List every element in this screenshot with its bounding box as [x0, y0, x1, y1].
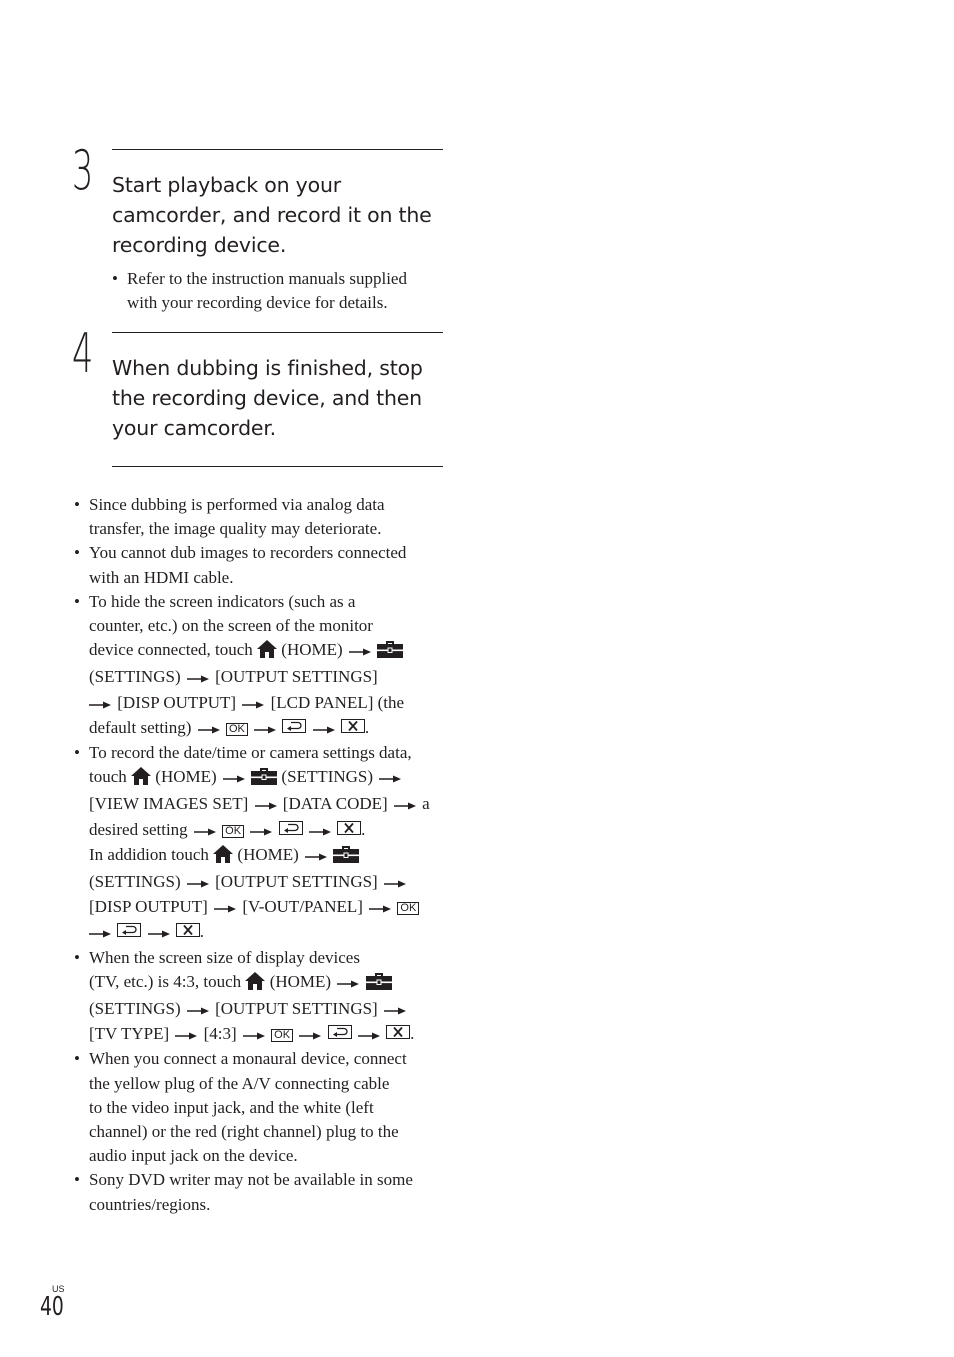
list-item: • Sony DVD writer may not be available in some countries/regions. — [74, 1170, 413, 1214]
arrow-right-icon — [148, 921, 170, 945]
home-icon — [257, 640, 277, 665]
region-code: US — [52, 1284, 65, 1294]
arrow-right-icon — [337, 971, 359, 995]
arrow-right-icon — [255, 793, 277, 817]
arrow-right-icon — [394, 793, 416, 817]
step-3-top-rule — [112, 149, 443, 150]
arrow-right-icon — [214, 896, 236, 920]
return-button-icon — [328, 1025, 352, 1039]
arrow-right-icon — [299, 1023, 321, 1047]
step-3-number: 3 — [72, 139, 94, 202]
arrow-right-icon — [187, 666, 209, 690]
ok-button-icon: OK — [226, 723, 248, 736]
close-button-icon — [341, 719, 365, 733]
page-number: 40 — [40, 1292, 64, 1322]
toolbox-icon — [377, 641, 403, 665]
list-item: • When you connect a monaural device, connect the yellow plug of the A/V connecting cable to the video input jack, and the white (left channel) or the red (right channel) plug to the audio input jack on the device. — [74, 1049, 407, 1166]
list-item: • When the screen size of display devices (TV, etc.) is 4:3, touch (HOME) (SETTINGS) [OUTPUT SETTINGS] [TV TYPE] [4:3] OK . — [74, 946, 449, 1048]
home-icon — [213, 845, 233, 870]
arrow-right-icon — [379, 766, 401, 790]
ok-button-icon: OK — [397, 902, 419, 915]
arrow-right-icon — [384, 998, 406, 1022]
arrow-right-icon — [175, 1023, 197, 1047]
ok-button-icon: OK — [222, 825, 244, 838]
arrow-right-icon — [223, 766, 245, 790]
arrow-right-icon — [198, 717, 220, 741]
arrow-right-icon — [309, 819, 331, 843]
home-icon — [245, 972, 265, 997]
step-3-note — [112, 267, 452, 315]
arrow-right-icon — [369, 896, 391, 920]
toolbox-icon — [251, 768, 277, 792]
close-button-icon — [176, 923, 200, 937]
arrow-right-icon — [187, 871, 209, 895]
arrow-right-icon — [194, 819, 216, 843]
step-4-number: 4 — [72, 322, 94, 385]
toolbox-icon — [333, 846, 359, 870]
arrow-right-icon — [250, 819, 272, 843]
arrow-right-icon — [358, 1023, 380, 1047]
return-button-icon — [279, 821, 303, 835]
step-4-top-rule — [112, 332, 443, 333]
return-button-icon — [282, 719, 306, 733]
arrow-right-icon — [305, 844, 327, 868]
arrow-right-icon — [243, 1023, 265, 1047]
close-button-icon — [386, 1025, 410, 1039]
arrow-right-icon — [384, 871, 406, 895]
arrow-right-icon — [254, 717, 276, 741]
list-item: • To record the date/time or camera settings data, touch (HOME) (SETTINGS) [VIEW IMAGES SET] [DATA CODE] a desired setting OK . In addidion touch (HOME) (SETTINGS) [OUTPUT SETTINGS] [DISP OUTPUT] [V-OUT/PANEL] OK . — [74, 741, 449, 946]
list-item: • Since dubbing is performed via analog data transfer, the image quality may deteriorate. — [74, 495, 385, 539]
toolbox-icon — [366, 973, 392, 997]
list-item: • You cannot dub images to recorders connected with an HDMI cable. — [74, 543, 407, 587]
arrow-right-icon — [313, 717, 335, 741]
arrow-right-icon — [89, 921, 111, 945]
notes-list — [74, 493, 449, 1217]
arrow-right-icon — [89, 692, 111, 716]
list-item: • Refer to the instruction manuals supplied with your recording device for details. — [112, 269, 407, 313]
list-item: • To hide the screen indicators (such as a counter, etc.) on the screen of the monitor device connected, touch (HOME) (SETTINGS) [OUTPUT SETTINGS] [DISP OUTPUT] [LCD PANEL] (the default setting) OK . — [74, 590, 449, 741]
home-icon — [131, 767, 151, 792]
step-4-title: When dubbing is finished, stop the recording device, and then your camcorder. — [112, 356, 423, 440]
close-button-icon — [337, 821, 361, 835]
arrow-right-icon — [349, 639, 371, 663]
arrow-right-icon — [242, 692, 264, 716]
return-button-icon — [117, 923, 141, 937]
ok-button-icon: OK — [271, 1029, 293, 1042]
step-3-title: Start playback on your camcorder, and record it on the recording device. — [112, 173, 432, 257]
step-4-bottom-rule — [112, 466, 443, 467]
arrow-right-icon — [187, 998, 209, 1022]
